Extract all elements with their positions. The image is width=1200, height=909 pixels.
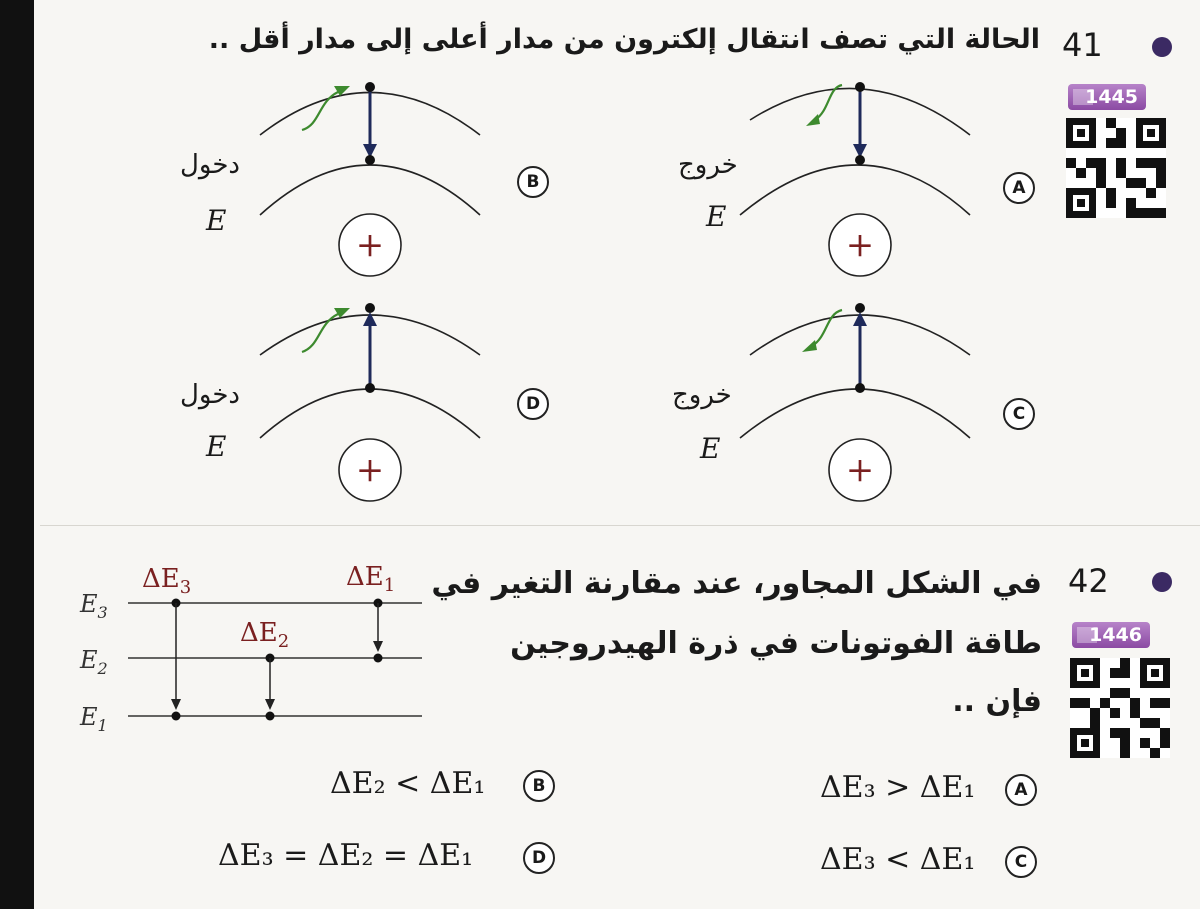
q41-option-b-diagram [230,70,510,295]
q41-code-badge[interactable]: 1445 [1068,84,1146,110]
q42-option-d[interactable]: D [523,842,555,874]
q41-b-label: دخول [180,150,240,180]
q41-option-b[interactable]: B [517,166,549,198]
q42-line-3: فإن .. [952,684,1042,719]
svg-text:+: + [355,450,385,490]
q41-b-energy: E [206,204,227,237]
q41-qr-code[interactable] [1066,118,1166,218]
q42-answer-a-text: ΔE₃ > ΔE₁ [820,770,976,805]
q41-bullet [1152,37,1172,57]
q42-bullet [1152,572,1172,592]
page-edge [0,0,34,909]
q42-answer-c-text: ΔE₃ < ΔE₁ [820,842,976,877]
q42-option-a[interactable]: A [1005,774,1037,806]
section-divider [40,525,1200,526]
q41-option-c[interactable]: C [1003,398,1035,430]
q41-option-a[interactable]: A [1003,172,1035,204]
svg-text:+: + [845,225,875,265]
q41-option-c-diagram [720,290,980,505]
q41-option-d[interactable]: D [517,388,549,420]
q41-a-energy: E [706,200,727,233]
q41-option-d-diagram [230,290,510,505]
q41-d-label: دخول [180,380,240,410]
svg-text:ΔE1: $\Delta E_1$ [346,562,396,596]
q42-answer-b-text: ΔE₂ < ΔE₁ [330,766,486,801]
q42-code-badge[interactable]: 1446 [1072,622,1150,648]
q41-a-label: خروج [678,150,738,180]
q42-number: 42 [1068,562,1109,600]
q41-option-a-diagram [720,70,980,295]
q41-title: الحالة التي تصف انتقال إلكترون من مدار أعلى إلى مدار أقل .. [208,24,1040,55]
q41-c-energy: E [700,432,721,465]
q41-c-label: خروج [672,380,732,410]
svg-text:E2: $E_2$ [80,646,108,678]
svg-text:ΔE3: $\Delta E_3$ [142,564,192,598]
svg-text:ΔE2: $\Delta E_2$ [240,618,290,652]
svg-text:+: + [845,450,875,490]
q42-qr-code[interactable] [1070,658,1170,758]
q42-answer-d-text: ΔE₃ = ΔE₂ = ΔE₁ [218,838,474,873]
q41-d-energy: E [206,430,227,463]
q42-option-b[interactable]: B [523,770,555,802]
svg-text:+: + [355,225,385,265]
svg-text:E1: $E_1$ [80,703,108,735]
q42-line-1: في الشكل المجاور، عند مقارنة التغير في [431,566,1042,601]
q42-option-c[interactable]: C [1005,846,1037,878]
svg-text:E3: $E_3$ [80,590,108,622]
energy-level-diagram [70,555,440,740]
q42-line-2: طاقة الفوتونات في ذرة الهيدروجين [510,626,1042,661]
q41-number: 41 [1062,26,1103,64]
